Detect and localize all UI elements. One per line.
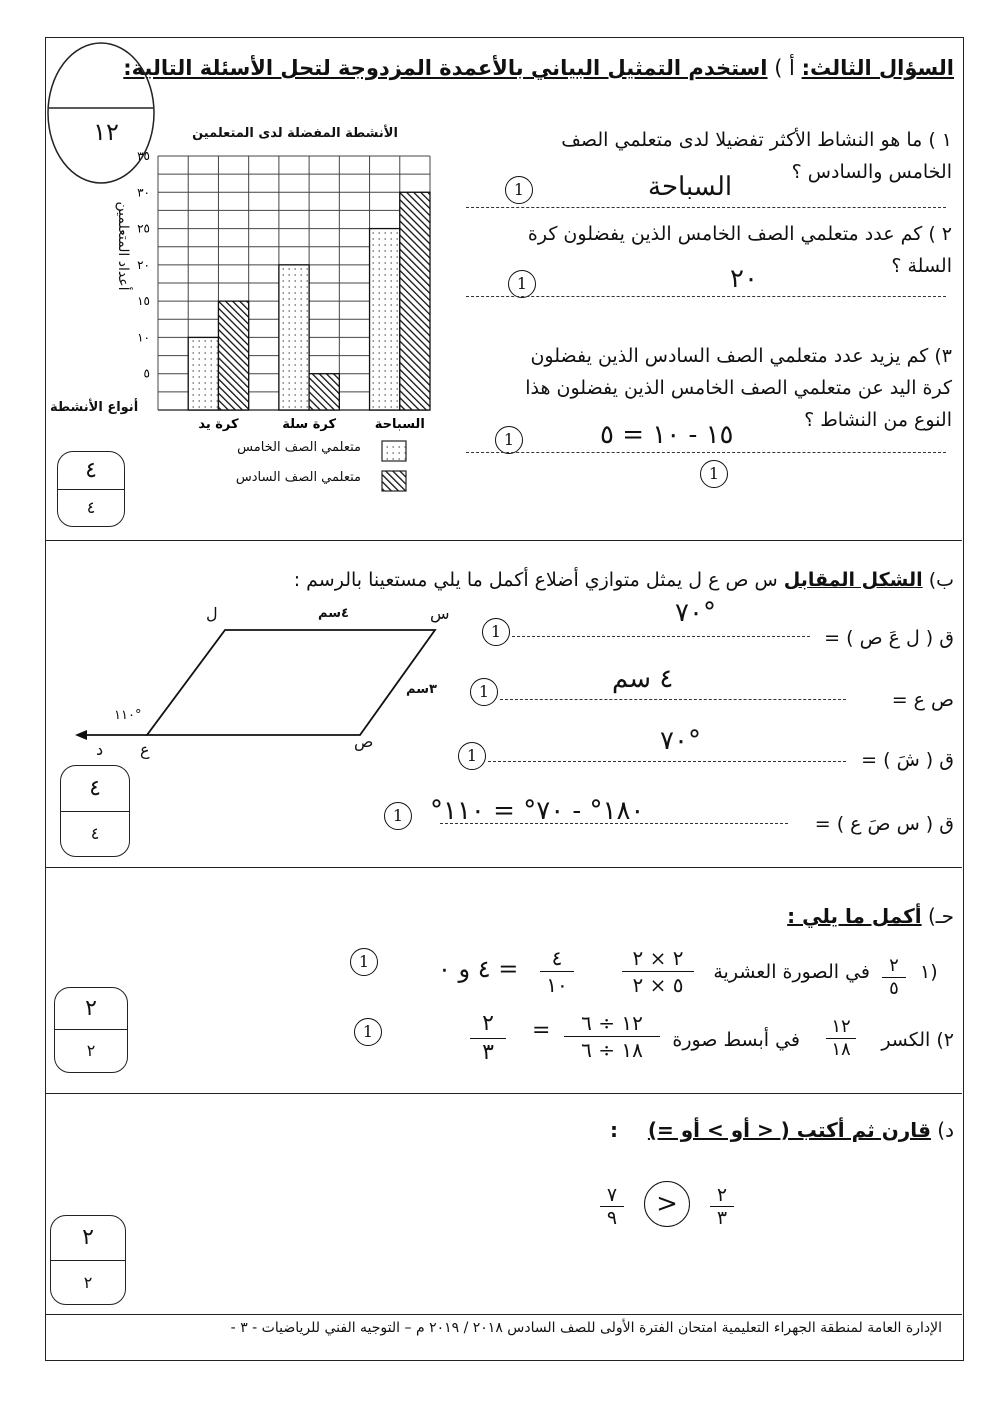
part-a-marker: أ ) (767, 56, 795, 80)
part-d-score: ٢ (51, 1216, 125, 1261)
part-d-colon: : (610, 1118, 618, 1142)
d-left-d: ٣ (716, 1207, 728, 1229)
chart-bar-fifth-1 (279, 265, 309, 410)
c-item1-answer: = ٤ و ٠ (438, 955, 519, 983)
chart-ytick: ٢٥ (137, 221, 150, 236)
chart-bar-sixth-1 (309, 374, 339, 410)
b-line3-label: ق ( شَ ) = (861, 749, 954, 771)
part-b-rest: س ص ع ل يمثل متوازي أضلاع أكمل ما يلي مستعينا بالرسم : (293, 569, 784, 591)
part-b-bold: الشكل المقابل (783, 569, 923, 591)
footer-text: الإدارة العامة لمنطقة الجهراء التعليمية امتحان الفترة الأولى للصف السادس ٢٠١٨ / ٢٠١٩ م – التوجيه الفني للرياضيات - ٣ - (230, 1320, 942, 1336)
c-item2-answer (470, 1010, 506, 1067)
b-line2-answer: ٤ سم (612, 664, 674, 694)
c-item1-text: في الصورة العشرية (713, 961, 870, 983)
chart-bar-fifth-2 (370, 229, 400, 410)
q3-mark: 1 (495, 426, 523, 454)
chart-category-label: كرة يد (198, 417, 239, 432)
part-b-score-box (60, 765, 130, 857)
d-right-n: ٧ (600, 1184, 624, 1207)
c-item1-eq (540, 945, 574, 998)
c-item1-work-d: ٥ × ٢ (632, 973, 684, 997)
chart-ytick: ٥ (143, 366, 150, 381)
chart-bar-sixth-2 (400, 192, 430, 410)
b-line3-mark: 1 (458, 742, 486, 770)
instruction: استخدم التمثيل البياني بالأعمدة المزدوجة لتحل الأسئلة التالية: (123, 56, 768, 80)
vertex-ain: ع (140, 740, 150, 759)
part-b-score: ٤ (61, 766, 129, 812)
side-top-length: ٤سم (318, 606, 349, 621)
b-line2-dots (500, 699, 846, 700)
part-c-prefix: حـ) (921, 904, 954, 928)
b-line2-mark: 1 (470, 678, 498, 706)
b-line1-dots (512, 636, 810, 637)
part-d-max: ٢ (83, 1273, 93, 1292)
chart-xlabel: أنواع الأنشطة (50, 400, 139, 415)
d-left-n: ٢ (710, 1184, 734, 1207)
legend-swatches (380, 438, 410, 496)
c-item2-work-d: ١٨ ÷ ٦ (581, 1038, 643, 1062)
part-d-heading (648, 1114, 954, 1146)
b-line4-answer: ١٨٠° - ٧٠° = ١١٠° (430, 796, 645, 826)
q3-line1: ٣) كم يزيد عدد متعلمي الصف السادس الذين يفضلون (530, 345, 952, 367)
chart-ytick: ١٥ (137, 294, 150, 309)
c-item2-frac (826, 1016, 856, 1061)
d-left-fraction (710, 1184, 734, 1229)
exterior-angle: ١١٠° (114, 708, 142, 723)
c-item2-frac-d: ١٨ (831, 1039, 851, 1060)
chart-ytick: ٢٠ (137, 257, 150, 272)
section-divider-3 (46, 1093, 962, 1094)
c-item2-ans-n: ٢ (470, 1010, 506, 1039)
chart-bar-fifth-0 (188, 337, 218, 410)
bar-chart (120, 140, 445, 440)
part-c-title: أكمل ما يلي : (787, 904, 922, 928)
legend-sixth-label: متعلمي الصف السادس (235, 470, 361, 485)
c-item1-mark: 1 (350, 948, 378, 976)
vertex-s: س (430, 604, 450, 623)
c-item2-work (564, 1010, 660, 1063)
q2-answer: ٢٠ (730, 264, 758, 294)
total-score: ١٢ (93, 118, 119, 146)
c-item2-frac-n: ١٢ (826, 1016, 856, 1039)
q1-answer-line (466, 207, 946, 208)
q1-line1: ١ ) ما هو النشاط الأكثر تفضيلا لدى متعلمي الصف (561, 129, 952, 151)
b-line3-dots (488, 761, 846, 762)
point-d: د (96, 740, 104, 759)
chart-ytick: ٣٠ (137, 185, 150, 200)
legend-fifth-swatch (382, 441, 406, 461)
d-right-fraction (600, 1184, 624, 1229)
c-item1-work (622, 945, 694, 998)
q3-line2: كرة اليد عن متعلمي الصف الخامس الذين يفضلون هذا (525, 377, 952, 399)
c-item2-num: ٢) الكسر (881, 1029, 954, 1051)
c-item2-equals: = (532, 1018, 551, 1043)
c-item1-den-val: ٥ (889, 978, 899, 999)
section-divider-2 (46, 867, 962, 868)
chart-category-label: السباحة (374, 417, 425, 432)
q3-answer-line (466, 452, 946, 453)
legend-fifth-label: متعلمي الصف الخامس (237, 440, 361, 455)
c-item2-work-n: ١٢ ÷ ٦ (564, 1010, 660, 1037)
part-d-score-box (50, 1215, 126, 1305)
c-item1-eq-n: ٤ (540, 945, 574, 972)
b-line1-label: ق ( ل عَ ص ) = (824, 627, 954, 649)
question-header (123, 52, 954, 84)
footer-divider (46, 1314, 962, 1315)
part-c-max: ٢ (86, 1041, 96, 1060)
c-item1-work-n: ٢ × ٢ (622, 945, 694, 972)
chart-ylabel: أعداد المتعلمين (115, 201, 131, 291)
part-a-max: ٤ (86, 498, 96, 517)
q1-answer: السباحة (648, 172, 733, 202)
part-b-prefix: ب) (922, 569, 954, 591)
parallelogram (147, 630, 435, 735)
vertex-sad: ص (354, 732, 374, 751)
part-d-title: قارن ثم أكتب ( < أو > أو =) (647, 1118, 931, 1142)
c-item1-num: ١) (920, 961, 938, 983)
ray-arrowhead (75, 730, 87, 740)
part-b-max: ٤ (90, 824, 100, 843)
c-item1-frac (882, 955, 906, 1000)
b-line1-mark: 1 (482, 618, 510, 646)
d-right-d: ٩ (606, 1207, 618, 1229)
q2-answer-line (466, 296, 946, 297)
b-line3-answer: ٧٠° (660, 726, 701, 756)
q3-line3: النوع من النشاط ؟ (804, 409, 952, 431)
question-label: السؤال الثالث: (801, 56, 954, 80)
c-item2-text: في أبسط صورة (672, 1029, 800, 1051)
c-item1-num-val: ٢ (882, 955, 906, 978)
legend-sixth-swatch (382, 471, 406, 491)
b-line4-mark: 1 (384, 802, 412, 830)
c-item2-ans-d: ٣ (482, 1040, 494, 1065)
q2-line1: ٢ ) كم عدد متعلمي الصف الخامس الذين يفضلون كرة (527, 223, 952, 245)
b-line4-label: ق ( س صَ ع ) = (814, 813, 954, 835)
q3-mark-2: 1 (700, 460, 728, 488)
section-divider-1 (46, 540, 962, 541)
c-item2-mark: 1 (354, 1018, 382, 1046)
part-a-score-box (57, 451, 125, 527)
parallelogram-figure (65, 625, 445, 750)
q1-mark: 1 (505, 176, 533, 204)
part-b-intro (294, 564, 954, 596)
part-c-score-box (54, 987, 128, 1073)
c-item1-eq-d: ١٠ (546, 973, 568, 997)
q3-answer: ١٥ - ١٠ = ٥ (600, 420, 734, 450)
q2-mark: 1 (508, 270, 536, 298)
part-c-score: ٢ (55, 988, 127, 1030)
d-comparison-sign: > (644, 1181, 690, 1227)
chart-bar-sixth-0 (218, 301, 248, 410)
b-line1-answer: ٧٠° (675, 598, 716, 628)
chart-category-label: كرة سلة (282, 417, 337, 432)
chart-ytick: ١٠ (137, 330, 150, 345)
vertex-l: ل (206, 604, 218, 623)
part-c-heading (787, 900, 954, 932)
b-line2-label: ص ع = (891, 689, 954, 711)
part-a-score: ٤ (58, 452, 124, 490)
q1-line2: الخامس والسادس ؟ (791, 161, 952, 183)
side-right-length: ٣سم (406, 682, 437, 697)
q2-line2: السلة ؟ (891, 255, 952, 277)
part-d-prefix: د) (930, 1118, 954, 1142)
chart-title: الأنشطة المفضلة لدى المتعلمين (192, 126, 398, 141)
chart-ytick: ٣٥ (137, 149, 150, 163)
